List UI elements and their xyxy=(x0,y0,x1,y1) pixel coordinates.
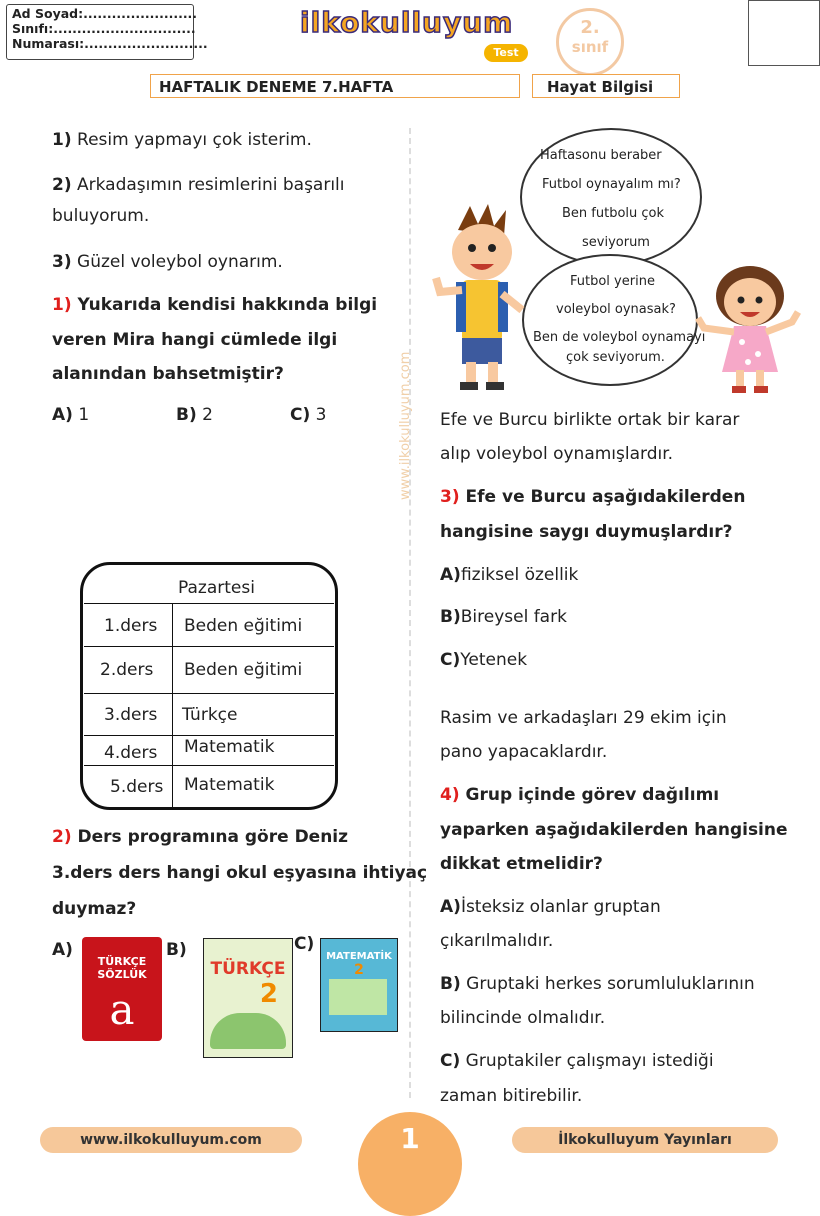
q1-option-a[interactable]: A) 1 xyxy=(52,405,90,425)
bubble1-line4: seviyorum xyxy=(582,235,650,250)
story-line1: Efe ve Burcu birlikte ortak bir karar xyxy=(440,410,740,430)
grade-word: sınıf xyxy=(571,38,609,56)
story2-line1: Rasim ve arkadaşları 29 ekim için xyxy=(440,708,727,728)
question-4: 4) Grup içinde görev dağılımı xyxy=(440,785,720,805)
q4-option-b[interactable]: B) Gruptaki herkes sorumluluklarının xyxy=(440,974,755,994)
timetable-rule xyxy=(84,693,334,694)
q4-option-c-cont: zaman bitirebilir. xyxy=(440,1086,583,1106)
q2-option-c-label[interactable]: C) xyxy=(294,934,315,954)
page-number: 1 xyxy=(400,1122,420,1155)
timetable-col-rule xyxy=(172,603,173,807)
q3-option-c[interactable]: C)Yetenek xyxy=(440,650,528,670)
q4-option-a[interactable]: A)İsteksiz olanlar gruptan xyxy=(440,897,661,917)
column-divider xyxy=(409,128,411,1098)
bubble2-line2: voleybol oynasak? xyxy=(556,302,676,317)
question-3-line2: hangisine saygı duymuşlardır? xyxy=(440,522,733,542)
question-4-line3: dikkat etmelidir? xyxy=(440,854,603,874)
bubble1-line3: Ben futbolu çok xyxy=(562,206,665,221)
grade-number: 2. xyxy=(580,17,600,38)
site-logo: ilkokulluyum xyxy=(300,6,514,39)
question-1-line3: alanından bahsetmiştir? xyxy=(52,364,284,384)
statement-1: 1) Resim yapmayı çok isterim. xyxy=(52,130,312,150)
subject-1: Beden eğitimi xyxy=(184,616,303,636)
timetable-rule xyxy=(84,603,334,604)
name-field: Ad Soyad:........................ xyxy=(12,6,198,21)
math-book-image[interactable]: MATEMATİK 2 xyxy=(320,938,398,1032)
girl-illustration xyxy=(694,262,804,398)
grade-badge xyxy=(556,8,624,76)
question-2: 2) Ders programına göre Deniz xyxy=(52,827,349,847)
question-1-line2: veren Mira hangi cümlede ilgi xyxy=(52,330,338,350)
subject-5: Matematik xyxy=(184,775,275,795)
statement-2-cont: buluyorum. xyxy=(52,206,150,226)
timetable-rule xyxy=(84,765,334,766)
q3-option-b[interactable]: B)Bireysel fark xyxy=(440,607,567,627)
bubble2-line3: Ben de voleybol oynamayı xyxy=(533,330,706,345)
logo-badge: Test xyxy=(484,44,528,62)
bubble1-line2: Futbol oynayalım mı? xyxy=(542,177,681,192)
question-3: 3) Efe ve Burcu aşağıdakilerden xyxy=(440,487,746,507)
footer-publisher: İlkokulluyum Yayınları xyxy=(512,1127,778,1153)
watermark: www.ilkokulluyum.com xyxy=(398,351,413,500)
timetable-rule xyxy=(84,735,334,736)
bubble2-line1: Futbol yerine xyxy=(570,274,655,289)
number-field: Numarası:.......................... xyxy=(12,36,208,51)
subject-4: Matematik xyxy=(184,737,275,757)
score-box xyxy=(748,0,820,66)
q4-option-a-cont: çıkarılmalıdır. xyxy=(440,931,554,951)
story2-line2: pano yapacaklardır. xyxy=(440,742,608,762)
lesson-1: 1.ders xyxy=(104,616,158,636)
q1-option-c[interactable]: C) 3 xyxy=(290,405,327,425)
question-4-line2: yaparken aşağıdakilerden hangisine xyxy=(440,820,788,840)
statement-3: 3) Güzel voleybol oynarım. xyxy=(52,252,283,272)
question-2-line2: 3.ders ders hangi okul eşyasına ihtiyaç xyxy=(52,863,428,883)
dictionary-book-image[interactable]: TÜRKÇE SÖZLÜK a xyxy=(82,937,162,1041)
question-2-line3: duymaz? xyxy=(52,899,137,919)
q3-option-a[interactable]: A)fiziksel özellik xyxy=(440,565,579,585)
timetable-day: Pazartesi xyxy=(178,578,255,598)
timetable-rule xyxy=(84,646,334,647)
story-line2: alıp voleybol oynamışlardır. xyxy=(440,444,674,464)
bubble2-line4: çok seviyorum. xyxy=(566,350,665,365)
boy-illustration xyxy=(430,200,530,396)
footer-website: www.ilkokulluyum.com xyxy=(40,1127,302,1153)
subject-2: Beden eğitimi xyxy=(184,660,303,680)
subject-title: Hayat Bilgisi xyxy=(532,74,680,98)
class-field: Sınıfı:.............................. xyxy=(12,21,196,36)
q4-option-c[interactable]: C) Gruptakiler çalışmayı istediği xyxy=(440,1051,714,1071)
q4-option-b-cont: bilincinde olmalıdır. xyxy=(440,1008,606,1028)
page-number-badge xyxy=(358,1112,462,1216)
exam-title: HAFTALIK DENEME 7.HAFTA xyxy=(150,74,520,98)
lesson-4: 4.ders xyxy=(104,743,158,763)
lesson-5: 5.ders xyxy=(110,777,164,797)
lesson-3: 3.ders xyxy=(104,705,158,725)
q2-option-a-label[interactable]: A) xyxy=(52,940,73,960)
q1-option-b[interactable]: B) 2 xyxy=(176,405,213,425)
turkish-book-image[interactable]: TÜRKÇE 2 xyxy=(203,938,293,1058)
statement-2: 2) Arkadaşımın resimlerini başarılı xyxy=(52,175,345,195)
bubble1-line1: Haftasonu beraber xyxy=(540,148,662,163)
subject-3: Türkçe xyxy=(182,705,238,725)
lesson-2: 2.ders xyxy=(100,660,154,680)
timetable xyxy=(80,562,338,810)
question-1: 1) Yukarıda kendisi hakkında bilgi xyxy=(52,295,378,315)
q2-option-b-label[interactable]: B) xyxy=(166,940,187,960)
